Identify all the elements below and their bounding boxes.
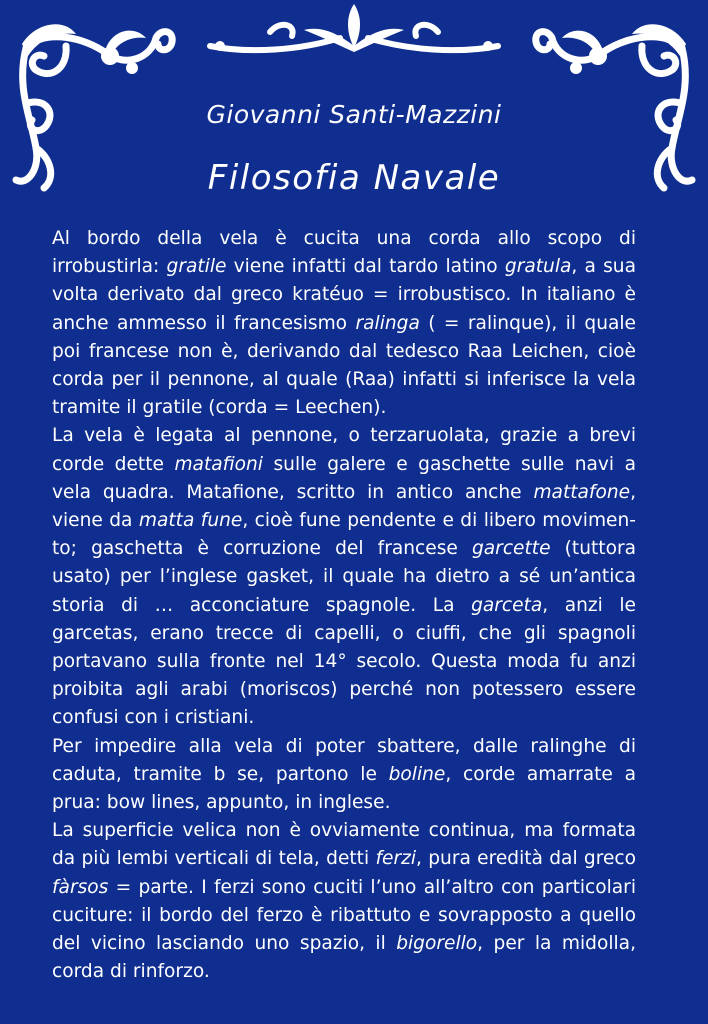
text-run: Al bordo della vela è cucita una corda allo scopo di irrobustirla: [52,228,636,278]
text-run: , corde amarrate a prua: bow lines, appunto, in inglese. [52,763,636,814]
text-run: viene infatti dal tardo latino [226,256,505,278]
italic-term: ferzi [375,848,417,870]
italic-term: garcette [471,538,551,560]
text-run: (tuttora usato) per l’inglese gasket, il quale ha dietro a sé un’antica storia di … acconciature spagnole. La [52,538,636,616]
paragraph [52,422,636,732]
italic-term: fàrsos [52,876,109,898]
italic-term: gratile [166,256,227,278]
text-run: Per impedire alla vela di poter sbattere, dalle ralinghe di caduta, tramite b se, partono le [52,735,636,785]
italic-term: ralinga [355,312,420,334]
italic-term: mattafone [533,481,631,503]
text-run: , pura eredità dal greco [416,848,636,870]
author-name: Giovanni Santi-Mazzini [206,100,502,129]
text-run: sulle galere e gaschette sulle navi a vela quadra. Matafione, scritto in antico anche [52,453,636,503]
top-center-ornament-icon [200,2,508,62]
italic-term: boline [388,763,446,785]
text-run: , per la midolla, corda di rinforzo. [52,933,636,983]
text-run: , viene da [52,481,636,532]
text-run: ( = ralinque), il quale poi francese non è, derivando dal tedesco Raa Leichen, cioè corda per il pennone, al quale (Raa) infatti si inferisce la vela tramite il gratile (corda = Leechen). [52,312,636,419]
paragraph [52,733,636,818]
paragraph [52,817,636,986]
italic-term: matafioni [174,453,263,475]
italic-term: bigorello [396,933,478,955]
italic-term: gratula [504,256,572,278]
italic-term: garceta [471,594,543,616]
text-run: , a sua volta derivato dal greco kratéuo = irrobustisco. In italiano è anche ammesso il francesismo [52,256,636,334]
body-text [52,225,636,986]
text-run: = parte. I ferzi sono cuciti l’uno all’altro con particolari cuciture: il bordo del ferzo è ribattuto e sovrapposto a quello del vicino lasciando uno spazio, il [52,876,636,955]
italic-term: matta fune [138,510,243,532]
paragraph [52,225,636,422]
text-run: La superficie velica non è ovviamente continua, ma formata da più lembi verticali di tela, detti [52,820,636,870]
document-title: Filosofia Navale [207,158,501,198]
text-run: , anzi le garcetas, erano trecce di capelli, o ciuffi, che gli spagnoli portavano sulla fronte nel 14° secolo. Questa moda fu anzi proibita agli arabi (moriscos) perché non potessero essere confusi con i cristiani. [52,594,636,729]
text-run: La vela è legata al pennone, o terzaruolata, grazie a brevi corde dette [52,425,636,475]
text-run: , cioè fune pendente e di libero movimen-to; gaschetta è corruzione del francese [52,510,636,560]
